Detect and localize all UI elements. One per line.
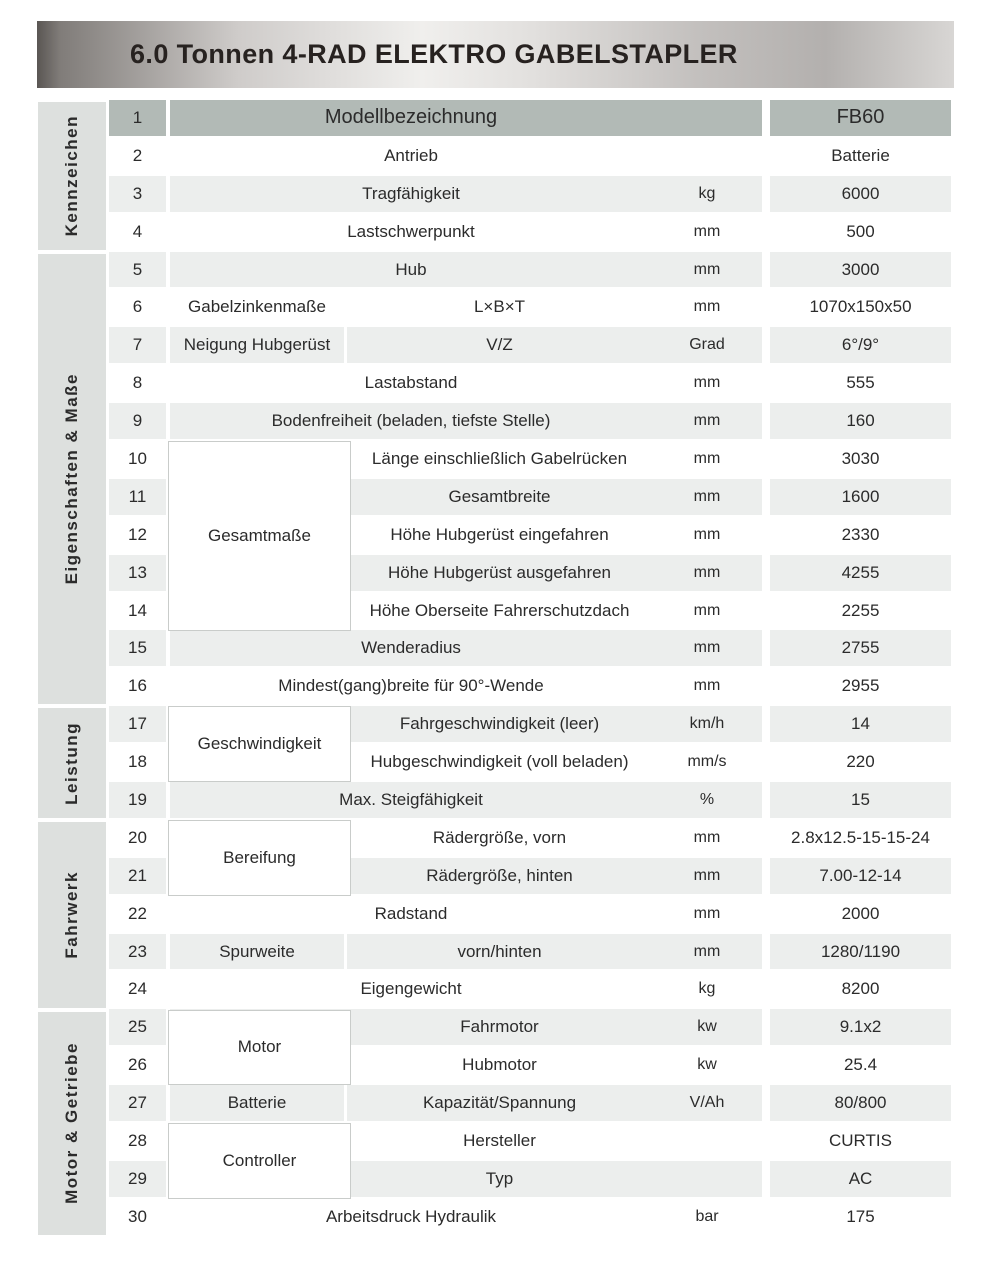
row-description: Fahrmotor — [460, 1017, 539, 1037]
column-gap — [762, 252, 770, 290]
row-unit: mm — [693, 828, 721, 846]
row-value: 175 — [770, 1199, 951, 1237]
row-unit: mm/s — [687, 753, 727, 771]
row-value: 7.00-12-14 — [770, 858, 951, 896]
row-value: 80/800 — [770, 1085, 951, 1123]
row-description: Tragfähigkeit — [362, 183, 460, 203]
row-description: Radstand — [374, 903, 448, 923]
row-value: Batterie — [770, 138, 951, 176]
group-box — [168, 1123, 351, 1199]
row-unit: mm — [693, 601, 721, 619]
row-value: 3030 — [770, 441, 951, 479]
row-description: vorn/hinten — [457, 941, 542, 961]
row-description: Hub — [395, 259, 427, 279]
spec-row — [109, 138, 951, 176]
row-unit — [652, 138, 762, 174]
group-label-cell: Gabelzinkenmaße — [170, 289, 347, 325]
row-number: 26 — [109, 1047, 166, 1085]
spec-row — [109, 365, 951, 403]
column-gap — [762, 1161, 770, 1199]
row-value: 1070x150x50 — [770, 289, 951, 327]
row-description: Länge einschließlich Gabelrücken — [371, 448, 628, 468]
row-number: 3 — [109, 176, 166, 214]
row-number: 7 — [109, 327, 166, 365]
row-unit: mm — [693, 298, 721, 316]
row-unit — [652, 1123, 762, 1159]
row-number: 18 — [109, 744, 166, 782]
row-value: 1600 — [770, 479, 951, 517]
row-description: Modellbezeichnung — [324, 106, 498, 129]
column-gap — [762, 668, 770, 706]
row-body — [170, 289, 762, 327]
row-number: 17 — [109, 706, 166, 744]
spec-row — [109, 252, 951, 290]
sidebar-section — [38, 708, 106, 818]
title-bar — [37, 21, 954, 88]
group-box-label: Bereifung — [223, 847, 296, 867]
row-value: 9.1x2 — [770, 1009, 951, 1047]
row-value: 2755 — [770, 630, 951, 668]
row-description: V/Z — [486, 335, 513, 355]
row-value: 555 — [770, 365, 951, 403]
spec-row — [109, 668, 951, 706]
column-gap — [762, 441, 770, 479]
row-description: Höhe Oberseite Fahrerschutzdach — [369, 600, 630, 620]
row-description: Lastabstand — [364, 373, 458, 393]
row-description: Eigengewicht — [360, 979, 462, 999]
row-unit: mm — [693, 412, 721, 430]
row-number: 15 — [109, 630, 166, 668]
row-unit: mm — [693, 260, 721, 278]
row-body — [170, 782, 762, 820]
row-unit: mm — [693, 942, 721, 960]
row-description: Wenderadius — [361, 638, 461, 658]
column-gap — [762, 1085, 770, 1123]
row-value: 8200 — [770, 971, 951, 1009]
spec-row — [109, 289, 951, 327]
group-box-label: Geschwindigkeit — [197, 734, 322, 754]
row-body — [170, 365, 762, 403]
row-body — [170, 138, 762, 176]
group-box — [168, 441, 351, 631]
row-unit — [652, 1161, 762, 1197]
row-value: 1280/1190 — [770, 934, 951, 972]
column-gap — [762, 289, 770, 327]
row-number: 12 — [109, 517, 166, 555]
column-gap — [762, 1009, 770, 1047]
row-value: 220 — [770, 744, 951, 782]
row-value: 14 — [770, 706, 951, 744]
spec-row — [109, 934, 951, 972]
row-unit: % — [699, 790, 715, 808]
row-number: 25 — [109, 1009, 166, 1047]
spec-row — [109, 327, 951, 365]
row-value: 2000 — [770, 896, 951, 934]
row-number: 29 — [109, 1161, 166, 1199]
sidebar-section — [38, 102, 106, 250]
row-description: Höhe Hubgerüst ausgefahren — [387, 562, 612, 582]
column-gap — [762, 782, 770, 820]
column-gap — [762, 327, 770, 365]
row-value: AC — [770, 1161, 951, 1199]
column-gap — [762, 517, 770, 555]
row-unit: mm — [693, 563, 721, 581]
spec-row — [109, 896, 951, 934]
row-body — [170, 934, 762, 972]
row-value: 15 — [770, 782, 951, 820]
row-description: L×B×T — [473, 297, 526, 317]
column-gap — [762, 820, 770, 858]
row-body — [170, 1085, 762, 1123]
row-description: Hubgeschwindigkeit (voll beladen) — [370, 752, 629, 772]
row-description: Bodenfreiheit (beladen, tiefste Stelle) — [271, 411, 551, 431]
column-gap — [762, 1123, 770, 1161]
row-unit: mm — [693, 525, 721, 543]
row-description: Kapazität/Spannung — [422, 1093, 577, 1113]
row-number: 23 — [109, 934, 166, 972]
column-gap — [762, 214, 770, 252]
spec-row — [109, 403, 951, 441]
sidebar-section-label: Kennzeichen — [62, 115, 81, 237]
spec-row — [109, 176, 951, 214]
row-value: 25.4 — [770, 1047, 951, 1085]
spec-row — [109, 214, 951, 252]
row-unit: kw — [697, 1056, 717, 1074]
sidebar-section — [38, 254, 106, 705]
row-value: 2.8x12.5-15-15-24 — [770, 820, 951, 858]
row-unit — [652, 100, 762, 136]
spec-row — [109, 630, 951, 668]
row-body — [170, 971, 762, 1009]
row-unit: mm — [693, 677, 721, 695]
row-unit: kg — [698, 980, 716, 998]
sidebar-section — [38, 822, 106, 1008]
row-unit: km/h — [689, 715, 725, 733]
row-description: Mindest(gang)breite für 90°-Wende — [278, 676, 544, 696]
column-gap — [762, 706, 770, 744]
spec-row — [109, 782, 951, 820]
group-box-label: Motor — [237, 1037, 282, 1057]
column-gap — [762, 555, 770, 593]
row-description: Antrieb — [384, 145, 438, 165]
row-number: 13 — [109, 555, 166, 593]
row-number: 2 — [109, 138, 166, 176]
row-body — [170, 1199, 762, 1237]
sidebar-section — [38, 1012, 106, 1235]
column-gap — [762, 138, 770, 176]
column-gap — [762, 1199, 770, 1237]
row-number: 30 — [109, 1199, 166, 1237]
row-number: 22 — [109, 896, 166, 934]
row-value: 500 — [770, 214, 951, 252]
row-body — [170, 214, 762, 252]
column-gap — [762, 403, 770, 441]
row-unit: mm — [693, 639, 721, 657]
row-number: 6 — [109, 289, 166, 327]
row-unit: kw — [697, 1018, 717, 1036]
row-value: 160 — [770, 403, 951, 441]
spec-table — [38, 100, 951, 1237]
row-number: 1 — [109, 100, 166, 138]
sidebar-section-label: Motor & Getriebe — [62, 1042, 81, 1205]
row-unit: Grad — [689, 336, 725, 354]
group-box-label: Gesamtmaße — [208, 525, 311, 545]
row-number: 4 — [109, 214, 166, 252]
row-description: Rädergröße, vorn — [432, 827, 567, 847]
row-value: 3000 — [770, 252, 951, 290]
column-gap — [762, 593, 770, 631]
row-description: Lastschwerpunkt — [347, 221, 475, 241]
row-unit: bar — [695, 1207, 719, 1225]
sidebar-section-label: Eigenschaften & Maße — [62, 373, 81, 585]
row-value: FB60 — [770, 100, 951, 138]
row-number: 11 — [109, 479, 166, 517]
group-box-label: Controller — [222, 1151, 297, 1171]
row-description: Höhe Hubgerüst eingefahren — [390, 524, 609, 544]
row-description: Typ — [485, 1168, 514, 1188]
spec-row — [109, 1085, 951, 1123]
row-description: Hubmotor — [462, 1055, 537, 1075]
row-unit: mm — [693, 866, 721, 884]
row-description: Hersteller — [463, 1130, 536, 1150]
row-description: Rädergröße, hinten — [426, 865, 573, 885]
column-gap — [762, 896, 770, 934]
row-body — [170, 176, 762, 214]
row-unit: mm — [693, 487, 721, 505]
column-gap — [762, 630, 770, 668]
row-body — [170, 100, 762, 138]
column-gap — [762, 971, 770, 1009]
row-value: 2955 — [770, 668, 951, 706]
row-value: 4255 — [770, 555, 951, 593]
sidebar-section-label: Leistung — [62, 721, 81, 805]
spec-row — [109, 971, 951, 1009]
row-body — [170, 896, 762, 934]
row-number: 14 — [109, 593, 166, 631]
group-label-cell: Batterie — [170, 1085, 347, 1121]
row-body — [170, 403, 762, 441]
group-box — [168, 1010, 351, 1086]
column-gap — [762, 479, 770, 517]
row-value: 2255 — [770, 593, 951, 631]
row-value: 6°/9° — [770, 327, 951, 365]
row-number: 9 — [109, 403, 166, 441]
spec-row — [109, 1199, 951, 1237]
row-value: 6000 — [770, 176, 951, 214]
row-description: Fahrgeschwindigkeit (leer) — [399, 714, 600, 734]
row-unit: mm — [693, 449, 721, 467]
sidebar-section-label: Fahrwerk — [62, 871, 81, 959]
row-unit: kg — [698, 184, 716, 202]
spec-row — [109, 100, 951, 138]
row-number: 8 — [109, 365, 166, 403]
row-number: 27 — [109, 1085, 166, 1123]
row-body — [170, 327, 762, 365]
row-value: 2330 — [770, 517, 951, 555]
row-unit: mm — [693, 374, 721, 392]
row-body — [170, 630, 762, 668]
column-gap — [762, 100, 770, 138]
row-body — [170, 668, 762, 706]
row-description: Gesamtbreite — [448, 486, 551, 506]
row-number: 10 — [109, 441, 166, 479]
row-unit: mm — [693, 222, 721, 240]
row-number: 21 — [109, 858, 166, 896]
row-description: Max. Steigfähigkeit — [339, 789, 483, 809]
group-box — [168, 820, 351, 896]
row-number: 28 — [109, 1123, 166, 1161]
group-label-cell: Neigung Hubgerüst — [170, 327, 347, 363]
row-unit: V/Ah — [689, 1094, 725, 1112]
column-gap — [762, 365, 770, 403]
page-title: 6.0 Tonnen 4-RAD ELEKTRO GABELSTAPLER — [130, 39, 738, 69]
row-unit: mm — [693, 904, 721, 922]
group-label-cell: Spurweite — [170, 934, 347, 970]
column-gap — [762, 858, 770, 896]
row-number: 24 — [109, 971, 166, 1009]
row-number: 5 — [109, 252, 166, 290]
group-box — [168, 706, 351, 782]
column-gap — [762, 934, 770, 972]
row-number: 20 — [109, 820, 166, 858]
column-gap — [762, 1047, 770, 1085]
row-body — [170, 252, 762, 290]
row-number: 16 — [109, 668, 166, 706]
column-gap — [762, 176, 770, 214]
column-gap — [762, 744, 770, 782]
row-number: 19 — [109, 782, 166, 820]
row-description: Arbeitsdruck Hydraulik — [325, 1206, 497, 1226]
row-value: CURTIS — [770, 1123, 951, 1161]
